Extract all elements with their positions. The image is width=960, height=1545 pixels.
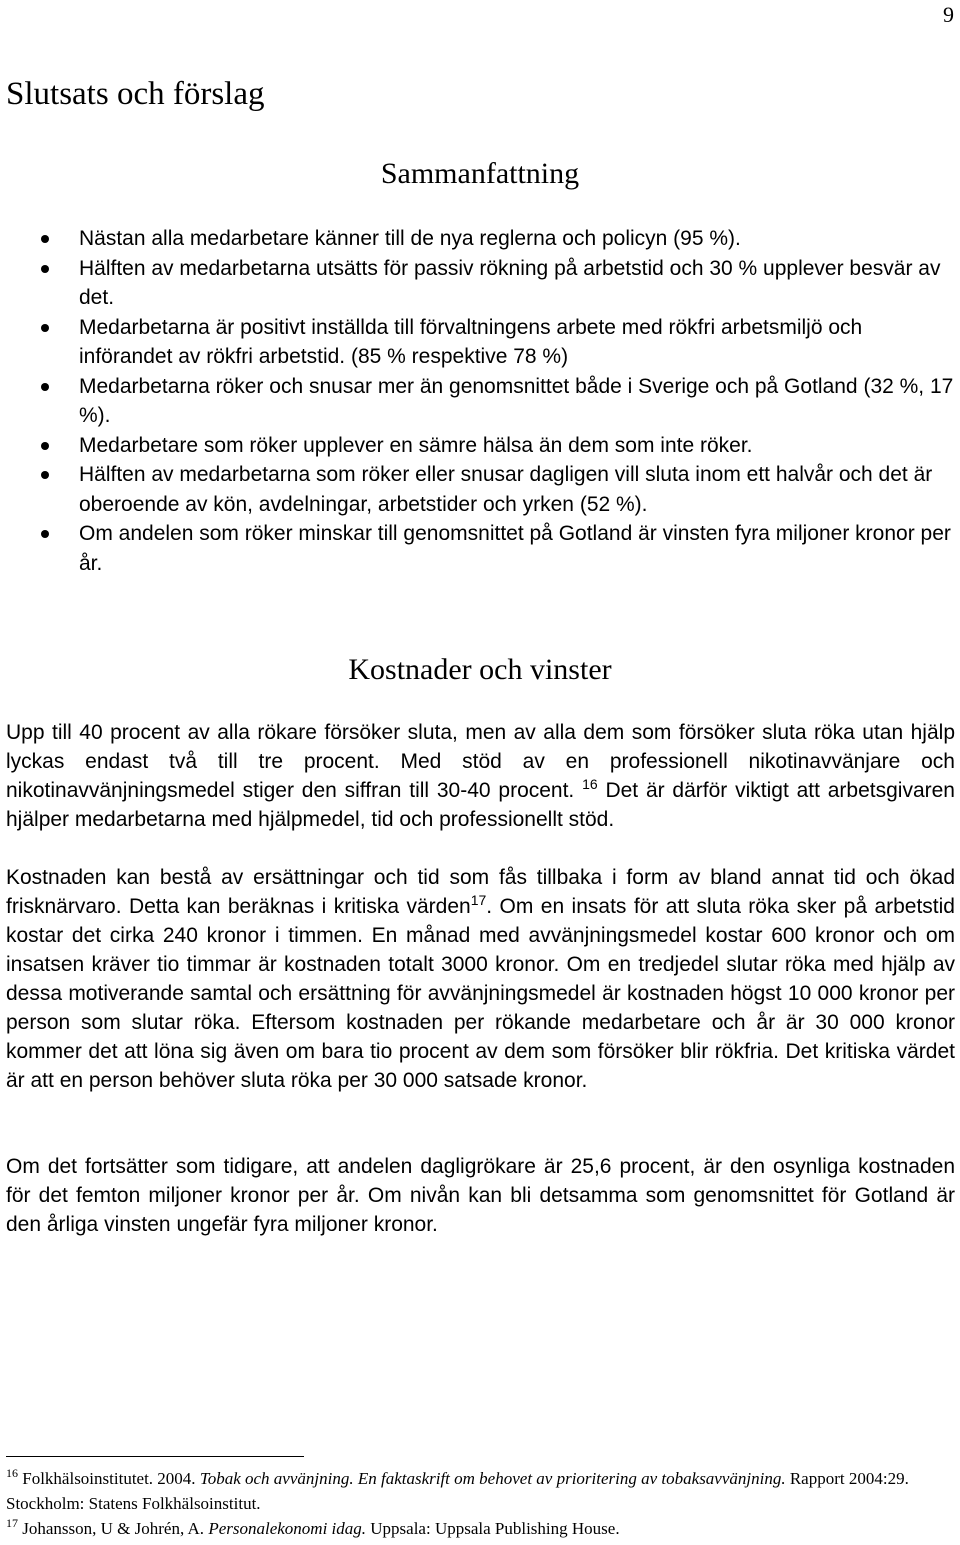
chapter-title: Slutsats och förslag (6, 76, 265, 112)
paragraph-costs-2 (6, 863, 955, 1095)
footnote-title: Tobak och avvänjning. En faktaskrift om behovet av prioritering av tobaksavvänjning. (199, 1469, 786, 1488)
bullet-item (0, 313, 960, 372)
summary-bullet-list (0, 224, 960, 578)
bullet-item (0, 224, 960, 254)
bullet-dot-icon (41, 530, 49, 538)
bullet-text: Hälften av medarbetarna utsätts för passiv rökning på arbetstid och 30 % upplever besvär av det. (79, 256, 941, 309)
footnote-16 (6, 1466, 955, 1516)
bullet-dot-icon (41, 265, 49, 273)
bullet-text: Om andelen som röker minskar till genomsnittet på Gotland är vinsten fyra miljoner kronor per år. (79, 522, 951, 575)
section-heading-costs: Kostnader och vinster (348, 653, 612, 686)
footnote-author: Folkhälsoinstitutet. 2004. (18, 1469, 200, 1488)
bullet-dot-icon (41, 442, 49, 450)
paragraph-text: Kostnaden kan bestå av ersättningar och tid som fås tillbaka i form av bland annat tid och ökad frisknärvaro. Detta kan beräknas i kritiska värden (6, 866, 955, 918)
bullet-text: Medarbetarna röker och snusar mer än genomsnittet både i Sverige och på Gotland (32 %, 17 %). (79, 374, 954, 427)
footnote-rest: Uppsala: Uppsala Publishing House. (366, 1519, 620, 1538)
footnote-divider (6, 1456, 304, 1457)
bullet-text: Nästan alla medarbetare känner till de nya reglerna och policyn (95 %). (79, 227, 741, 250)
bullet-dot-icon (41, 324, 49, 332)
paragraph-costs-1 (6, 718, 955, 834)
bullet-dot-icon (41, 235, 49, 243)
footnotes (6, 1466, 955, 1541)
footnote-ref-17[interactable]: 17 (470, 892, 487, 908)
bullet-text: Medarbetare som röker upplever en sämre hälsa än dem som inte röker. (79, 433, 753, 457)
footnote-author: Johansson, U & Johrén, A. (18, 1519, 209, 1538)
footnote-number: 17 (6, 1516, 18, 1530)
section-heading-summary: Sammanfattning (380, 157, 580, 190)
footnote-number: 16 (6, 1466, 18, 1480)
bullet-text: Medarbetarna är positivt inställda till förvaltningens arbete med rökfri arbetsmiljö och införandet av rökfri arbetstid. (85 % respektive 78 %) (79, 315, 863, 368)
page-number: 9 (943, 2, 954, 27)
bullet-dot-icon (41, 471, 49, 479)
paragraph-text: Det är därför viktigt att arbetsgivaren hjälper medarbetarna med hjälpmedel, tid och professionellt stöd. (6, 779, 955, 831)
bullet-item (0, 372, 960, 431)
bullet-item (0, 254, 960, 313)
footnote-17 (6, 1516, 955, 1541)
paragraph-text: . Om en insats för att sluta röka sker på arbetstid kostar det cirka 240 kronor i timmen. En månad med avvänjningsmedel kostar 600 kronor och om insatsen kräver tio timmar är kostnaden totalt 3000 kronor. Om en tredjedel slutar röka med hjälp av dessa motiverande samtal och ersättning för avvänjningsmedel är kostnaden högst 10 000 kronor per person som slutar röka. Eftersom kostnaden per rökande medarbetare och år är 30 000 kronor kommer det att löna sig även om bara tio procent av dem som försöker blir rökfria. Det kritiska värdet är att en person behöver sluta röka per 30 000 satsade kronor. (6, 895, 955, 1092)
footnote-ref-16[interactable]: 16 (582, 776, 598, 792)
footnote-rest: Rapport 2004:29. Stockholm: Statens Folkhälsoinstitut. (6, 1469, 909, 1513)
footnote-title: Personalekonomi idag. (208, 1519, 367, 1538)
bullet-item (0, 519, 960, 578)
paragraph-text: Upp till 40 procent av alla rökare försöker sluta, men av alla dem som försöker sluta röka utan hjälp lyckas endast två till tre procent. Med stöd av en professionell nikotinavvänjare och nikotinavvänjningsmedel stiger den siffran till 30-40 procent. (6, 721, 955, 802)
bullet-item (0, 431, 960, 461)
bullet-text: Hälften av medarbetarna som röker eller snusar dagligen vill sluta inom ett halvår och det är oberoende av kön, avdelningar, arbetstider och yrken (52 %). (79, 463, 933, 516)
bullet-dot-icon (41, 383, 49, 391)
paragraph-costs-3: Om det fortsätter som tidigare, att andelen dagligrökare är 25,6 procent, är den osynliga kostnaden för det femton miljoner kronor per år. Om nivån kan bli detsamma som genomsnittet för Gotland är den årliga vinsten ungefär fyra miljoner kronor. (6, 1155, 955, 1236)
bullet-item (0, 460, 960, 519)
